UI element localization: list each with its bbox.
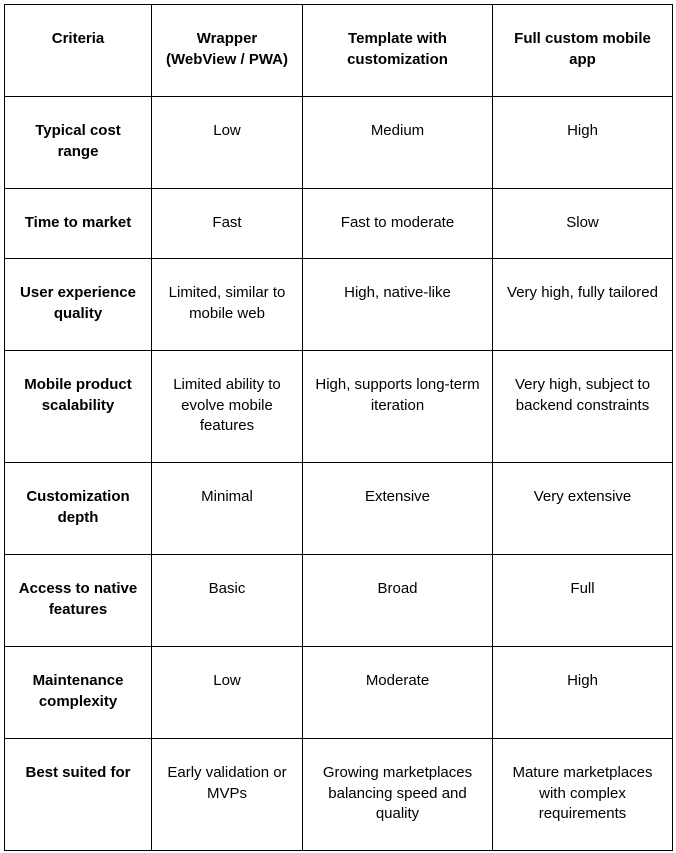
table-row [5, 351, 673, 463]
cell-custom: High [493, 97, 673, 189]
cell-custom: High [493, 647, 673, 739]
cell-template: Extensive [303, 463, 493, 555]
table-header [5, 5, 673, 97]
row-criterion: Typical cost range [5, 97, 152, 189]
cell-custom: Slow [493, 189, 673, 259]
header-criteria: Criteria [5, 5, 152, 97]
cell-wrapper: Minimal [152, 463, 303, 555]
cell-custom: Very high, subject to backend constraints [493, 351, 673, 463]
cell-custom: Full [493, 555, 673, 647]
header-custom: Full custom mobile app [493, 5, 673, 97]
row-criterion: Best suited for [5, 739, 152, 851]
row-criterion: Access to native features [5, 555, 152, 647]
cell-template: High, native-like [303, 259, 493, 351]
header-wrapper: Wrapper (WebView / PWA) [152, 5, 303, 97]
table-row [5, 739, 673, 851]
row-criterion: Time to market [5, 189, 152, 259]
cell-wrapper: Fast [152, 189, 303, 259]
cell-wrapper: Limited ability to evolve mobile features [152, 351, 303, 463]
comparison-table [4, 4, 673, 851]
table-body [5, 97, 673, 851]
table-row [5, 259, 673, 351]
table-row [5, 463, 673, 555]
cell-wrapper: Basic [152, 555, 303, 647]
cell-template: Fast to moderate [303, 189, 493, 259]
cell-custom: Very extensive [493, 463, 673, 555]
row-criterion: Customization depth [5, 463, 152, 555]
cell-template: Medium [303, 97, 493, 189]
cell-wrapper: Low [152, 647, 303, 739]
cell-custom: Very high, fully tailored [493, 259, 673, 351]
cell-template: Broad [303, 555, 493, 647]
header-template: Template with customization [303, 5, 493, 97]
cell-custom: Mature marketplaces with complex requirements [493, 739, 673, 851]
row-criterion: User experience quality [5, 259, 152, 351]
cell-wrapper: Early validation or MVPs [152, 739, 303, 851]
table-row [5, 647, 673, 739]
cell-template: Moderate [303, 647, 493, 739]
header-row [5, 5, 673, 97]
cell-template: Growing marketplaces balancing speed and quality [303, 739, 493, 851]
row-criterion: Maintenance complexity [5, 647, 152, 739]
table-row [5, 189, 673, 259]
cell-wrapper: Limited, similar to mobile web [152, 259, 303, 351]
cell-wrapper: Low [152, 97, 303, 189]
table-row [5, 555, 673, 647]
row-criterion: Mobile product scalability [5, 351, 152, 463]
cell-template: High, supports long-term iteration [303, 351, 493, 463]
table-row [5, 97, 673, 189]
